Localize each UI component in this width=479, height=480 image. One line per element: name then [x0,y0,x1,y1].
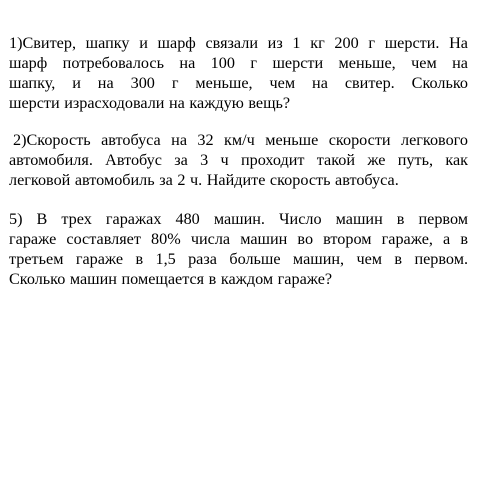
problem-5-line-3: третьем гараже в 1,5 раза больше машин, чем в первом. [9,250,468,268]
problem-5-line-4: Сколько машин помещается в каждом гараже? [9,270,333,288]
problem-5 [9,209,468,289]
problem-5-line-2: гараже составляет 80% числа машин во втором гараже, а в [9,230,468,248]
problem-2-line-1: 2)Скорость автобуса на 32 км/ч меньше скорости легкового [13,131,468,149]
problem-2 [9,130,468,190]
problem-1-line-1: 1)Свитер, шапку и шарф связали из 1 кг 200 г шерсти. На [9,34,468,52]
problem-1-line-4: шерсти израсходовали на каждую вещь? [9,94,291,112]
problem-1 [9,33,468,113]
problem-2-line-3: легковой автомобиль за 2 ч. Найдите скорость автобуса. [9,171,399,189]
problem-1-line-2: шарф потребовалось на 100 г шерсти меньше, чем на [9,54,468,72]
problem-5-line-1: 5) В трех гаражах 480 машин. Число машин в первом [9,210,468,228]
problem-2-line-2: автомобиля. Автобус за 3 ч проходит такой же путь, как [9,151,468,169]
problem-1-line-3: шапку, и на 300 г меньше, чем на свитер. Сколько [9,74,468,92]
